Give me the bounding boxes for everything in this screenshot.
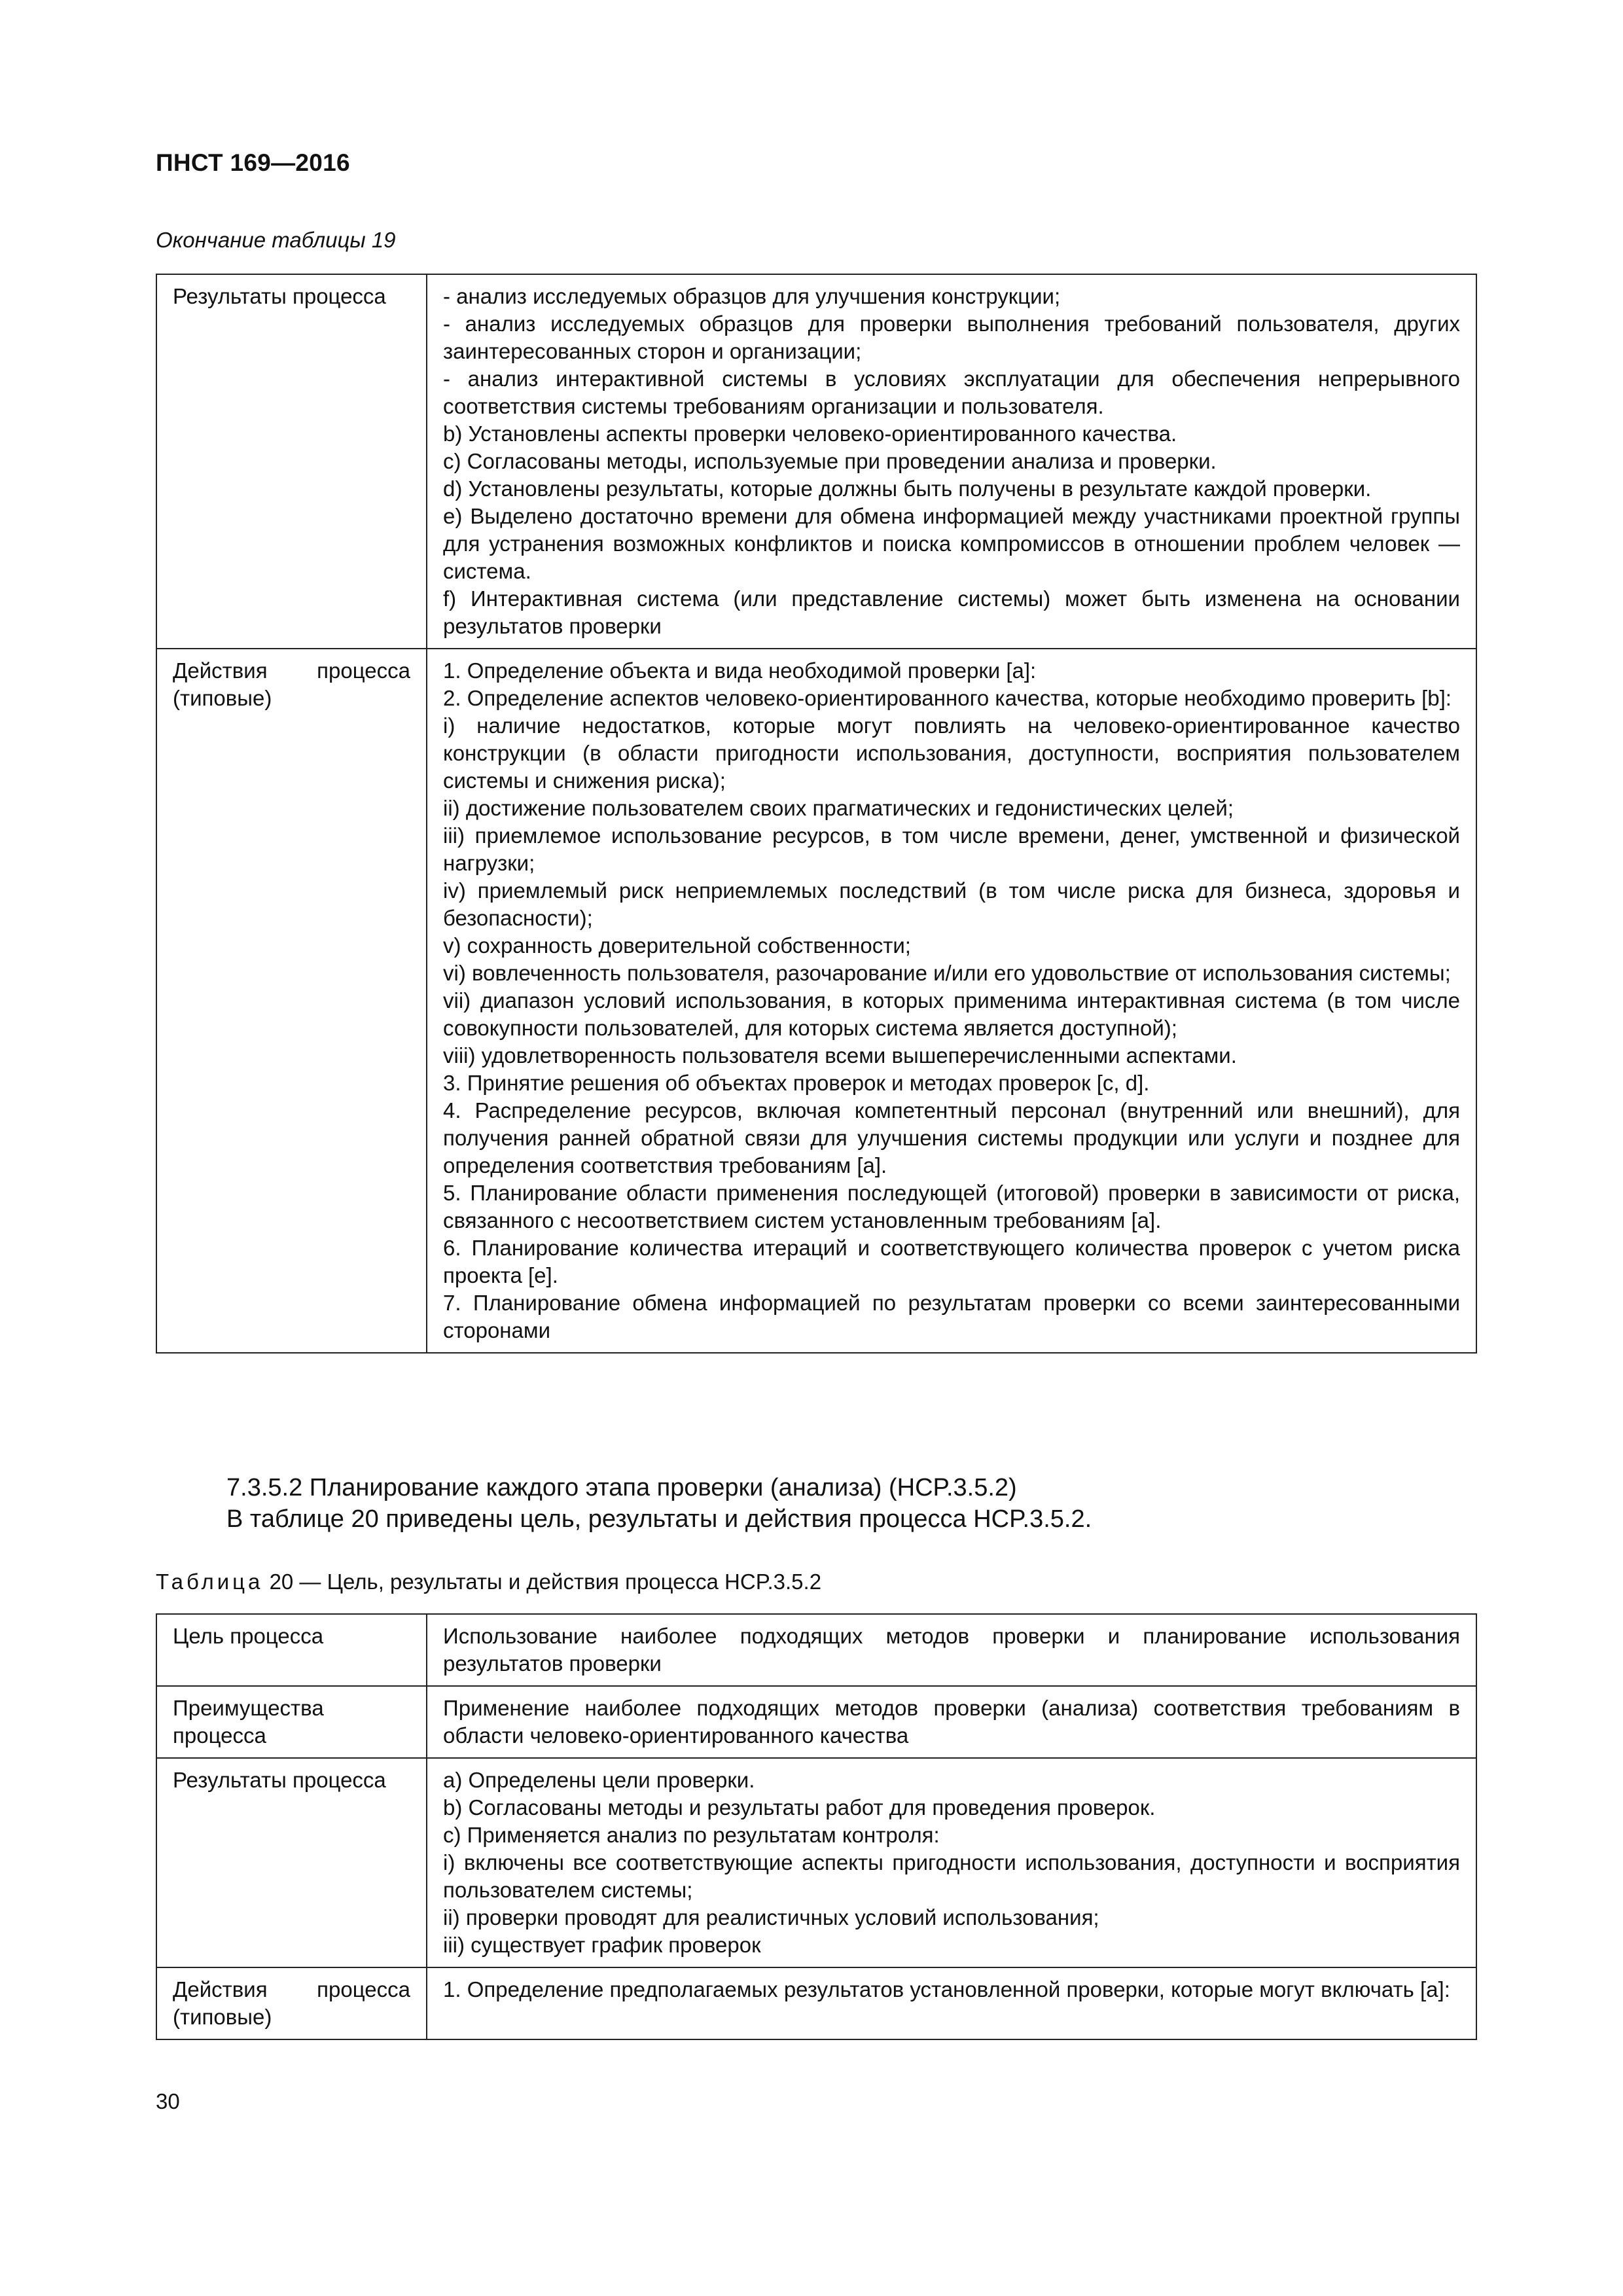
list-item: - анализ исследуемых образцов для проверки выполнения требований пользователя, других заинтересованных сторон и организации; [443, 312, 1460, 363]
list-item: iii) существует график проверок [443, 1933, 761, 1957]
list-item: 6. Планирование количества итераций и соответствующего количества проверок с учетом риска проекта [e]. [443, 1236, 1460, 1287]
row-label-process-benefits: Преимущества процесса [156, 1686, 427, 1758]
table-row [156, 1686, 1476, 1758]
list-item: iv) приемлемый риск неприемлемых последствий (в том числе риска для бизнеса, здоровья и безопасности); [443, 878, 1460, 930]
row-label-process-actions: Действия процесса (типовые) [156, 1967, 427, 2039]
list-item: d) Установлены результаты, которые должны быть получены в результате каждой проверки. [443, 476, 1372, 501]
table-19 [156, 274, 1477, 1354]
list-item: 5. Планирование области применения последующей (итоговой) проверки в зависимости от риска, связанного с несоответствием систем установленным требованиям [a]. [443, 1181, 1460, 1232]
list-item: i) включены все соответствующие аспекты пригодности использования, доступности и восприятия пользователем системы; [443, 1850, 1460, 1902]
table-row [156, 1967, 1476, 2039]
list-item: 1. Определение объекта и вида необходимой проверки [a]: [443, 658, 1037, 683]
list-item: 2. Определение аспектов человеко-ориентированного качества, которые необходимо проверить [b]: [443, 686, 1452, 710]
list-item: iii) приемлемое использование ресурсов, в том числе времени, денег, умственной и физической нагрузки; [443, 823, 1460, 875]
list-item: Применение наиболее подходящих методов проверки (анализа) соответствия требованиям в области человеко-ориентированного качества [443, 1696, 1460, 1748]
table-word: Таблица [156, 1570, 264, 1594]
document-code: ПНСТ 169—2016 [156, 149, 350, 176]
list-item: a) Определены цели проверки. [443, 1768, 755, 1792]
table-row [156, 274, 1476, 649]
list-item: v) сохранность доверительной собственности; [443, 933, 911, 958]
section-heading: 7.3.5.2 Планирование каждого этапа проверки (анализа) (HCP.3.5.2) [226, 1474, 1017, 1501]
row-content-process-benefits [427, 1686, 1476, 1758]
list-item: 7. Планирование обмена информацией по результатам проверки со всеми заинтересованными сторонами [443, 1291, 1460, 1342]
list-item: - анализ интерактивной системы в условиях эксплуатации для обеспечения непрерывного соответствия системы требованиям организации и пользователя. [443, 367, 1460, 418]
row-content-process-goal [427, 1614, 1476, 1686]
list-item: - анализ исследуемых образцов для улучшения конструкции; [443, 284, 1061, 308]
list-item: viii) удовлетворенность пользователя всеми вышеперечисленными аспектами. [443, 1043, 1237, 1067]
list-item: e) Выделено достаточно времени для обмена информацией между участниками проектной группы для устранения возможных конфликтов и поиска компромиссов в отношении проблем человек — система. [443, 504, 1460, 583]
list-item: 4. Распределение ресурсов, включая компетентный персонал (внутренний или внешний), для получения ранней обратной связи для улучшения системы продукции или услуги и позднее для определения соответствия требованиям [a]. [443, 1098, 1460, 1177]
list-item: b) Установлены аспекты проверки человеко-ориентированного качества. [443, 422, 1177, 446]
list-item: 3. Принятие решения об объектах проверок и методах проверок [c, d]. [443, 1071, 1150, 1095]
row-label-process-goal: Цель процесса [156, 1614, 427, 1686]
table-title-rest: 20 — Цель, результаты и действия процесса HCP.3.5.2 [269, 1570, 822, 1594]
table-row [156, 1614, 1476, 1686]
row-label-process-actions: Действия процесса (типовые) [156, 649, 427, 1353]
list-item: vii) диапазон условий использования, в которых применима интерактивная система (в том числе совокупности пользователей, для которых система является доступной); [443, 988, 1460, 1040]
row-label-process-results: Результаты процесса [156, 1758, 427, 1967]
list-item: 1. Определение предполагаемых результатов установленной проверки, которые могут включать [a]: [443, 1977, 1450, 2001]
section-intro: В таблице 20 приведены цель, результаты и действия процесса HCP.3.5.2. [226, 1505, 1092, 1533]
list-item: Использование наиболее подходящих методов проверки и планирование использования результатов проверки [443, 1624, 1460, 1676]
table-row [156, 1758, 1476, 1967]
list-item: i) наличие недостатков, которые могут повлиять на человеко-ориентированное качество конструкции (в области пригодности использования, доступности, восприятия пользователем системы и снижения риска); [443, 713, 1460, 793]
list-item: f) Интерактивная система (или представление системы) может быть изменена на основании результатов проверки [443, 586, 1460, 638]
list-item: ii) достижение пользователем своих прагматических и гедонистических целей; [443, 796, 1234, 820]
row-content-process-results [427, 1758, 1476, 1967]
list-item: vi) вовлеченность пользователя, разочарование и/или его удовольствие от использования системы; [443, 961, 1451, 985]
table-19-continuation-caption: Окончание таблицы 19 [156, 228, 396, 252]
list-item: c) Применяется анализ по результатам контроля: [443, 1823, 940, 1847]
page-number: 30 [156, 2089, 180, 2113]
list-item: ii) проверки проводят для реалистичных условий использования; [443, 1905, 1099, 1929]
row-content-process-results [427, 274, 1476, 649]
table-20-title [156, 1570, 821, 1594]
table-20 [156, 1613, 1477, 2040]
list-item: c) Согласованы методы, используемые при проведении анализа и проверки. [443, 449, 1217, 473]
row-content-process-actions [427, 649, 1476, 1353]
table-row [156, 649, 1476, 1353]
row-label-process-results: Результаты процесса [156, 274, 427, 649]
list-item: b) Согласованы методы и результаты работ для проведения проверок. [443, 1795, 1156, 1820]
row-content-process-actions [427, 1967, 1476, 2039]
